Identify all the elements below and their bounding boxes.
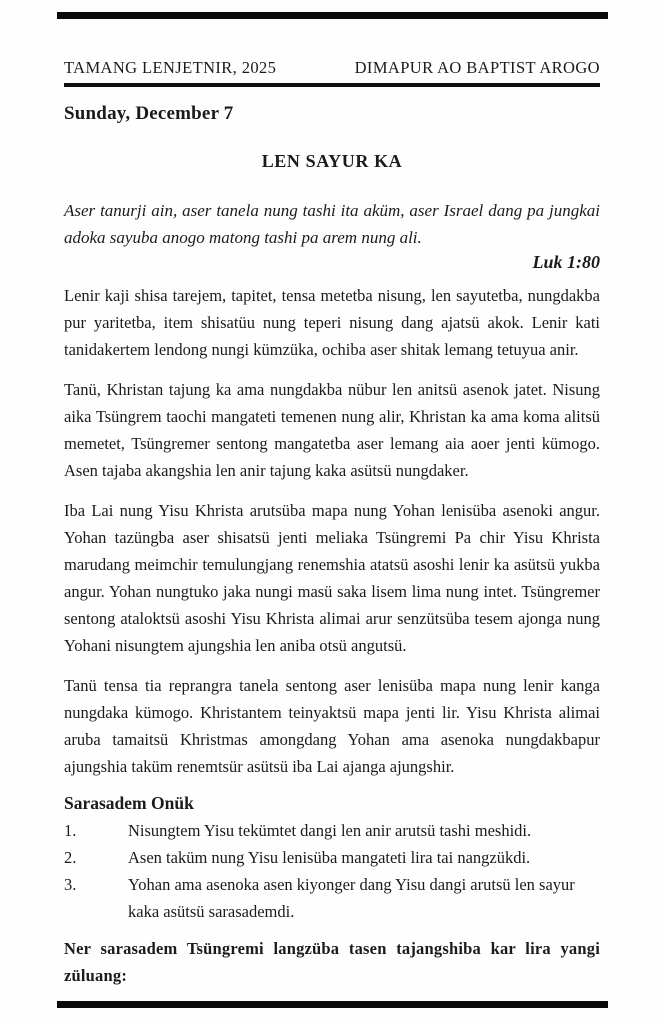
body-paragraph: Tanü tensa tia reprangra tanela sentong aser lenisüba mapa nung lenir kanga nungdaka kümogo. Khristantem teinyaktsü mapa jenti lir. Yisu Khrista alimai aruba tamaitsü Khristmas amongdang Yohan ama asenoka nungdakbapur ajungshia taküm renemtsür asütsü iba Lai ajanga ajungshir.: [64, 676, 600, 776]
reflection-heading: Sarasadem Onük: [64, 793, 194, 813]
header-rule: [64, 83, 600, 87]
reflection-list: [64, 817, 600, 925]
body-paragraph: Lenir kaji shisa tarejem, tapitet, tensa metetba nisung, len sayutetba, nungdakba pur yaritetba, item shisatüu nung teperi nisung dang ajatsü akok. Lenir kati tanidakertem lendong nungi kümzüka, ochiba aser shitak lemang tetuyua anir.: [64, 286, 600, 359]
list-text: Asen taküm nung Yisu lenisüba mangateti lira tai nangzükdi.: [128, 848, 531, 867]
header-right-title: DIMAPUR AO BAPTIST AROGO: [354, 58, 600, 77]
bottom-rule-bar: [57, 1001, 608, 1008]
list-text: Nisungtem Yisu tekümtet dangi len anir arutsü tashi meshidi.: [128, 821, 532, 840]
scripture-reference: Luk 1:80: [532, 252, 600, 272]
body-copy: [64, 282, 600, 780]
body-paragraph: Iba Lai nung Yisu Khrista arutsüba mapa nung Yohan lenisüba asenoki angur. Yohan tazüngba aser shisatsü jenti meliaka Tsüngremi Pa chir Yisu Khrista marudang meimchir temulungjang renemshia atatsü asoshi lenir ka asütsü yukba angur. Yohan nungtuko jaka nungi masü saka lisem lima nung intet. Tsüngremer sentong ataloktsü asoshi Yisu Khrista alimai arur senzütsüba tesem ajonga nung Yohani nisungtem ajungshia len aniba otsü angutsü.: [64, 501, 600, 655]
page-title: LEN SAYUR KA: [261, 151, 403, 171]
page-content: [64, 0, 600, 1024]
date-heading: Sunday, December 7: [64, 103, 234, 124]
header-left-title: TAMANG LENJETNIR, 2025: [64, 58, 277, 77]
list-item: [64, 871, 600, 925]
running-header: [64, 0, 600, 78]
body-paragraph: Tanü, Khristan tajung ka ama nungdakba nübur len anitsü asenok jatet. Nisung aika Tsüngrem taochi mangateti temenen nung alir, Khristan ka ama koma alitsü memetet, Tsüngremer sentong mangatetba aser lemang aia aoer jenti kümogo. Asen tajaba akangshia len anir tajung kaka asütsü nungdaker.: [64, 380, 600, 480]
list-number: 1.: [64, 821, 77, 840]
closing-instruction: Ner sarasadem Tsüngremi langzüba tasen tajangshiba kar lira yangi züluang:: [64, 939, 600, 985]
list-number: 3.: [64, 875, 77, 894]
list-item: [64, 844, 600, 871]
list-number: 2.: [64, 848, 77, 867]
list-text: Yohan ama asenoka asen kiyonger dang Yisu dangi arutsü len sayur kaka asütsü sarasademdi.: [128, 875, 575, 921]
list-item: [64, 817, 600, 844]
scripture-quote: Aser tanurji ain, aser tanela nung tashi ita aküm, aser Israel dang pa jungkai adoka sayuba anogo matong tashi pa arem nung ali.: [64, 201, 600, 247]
